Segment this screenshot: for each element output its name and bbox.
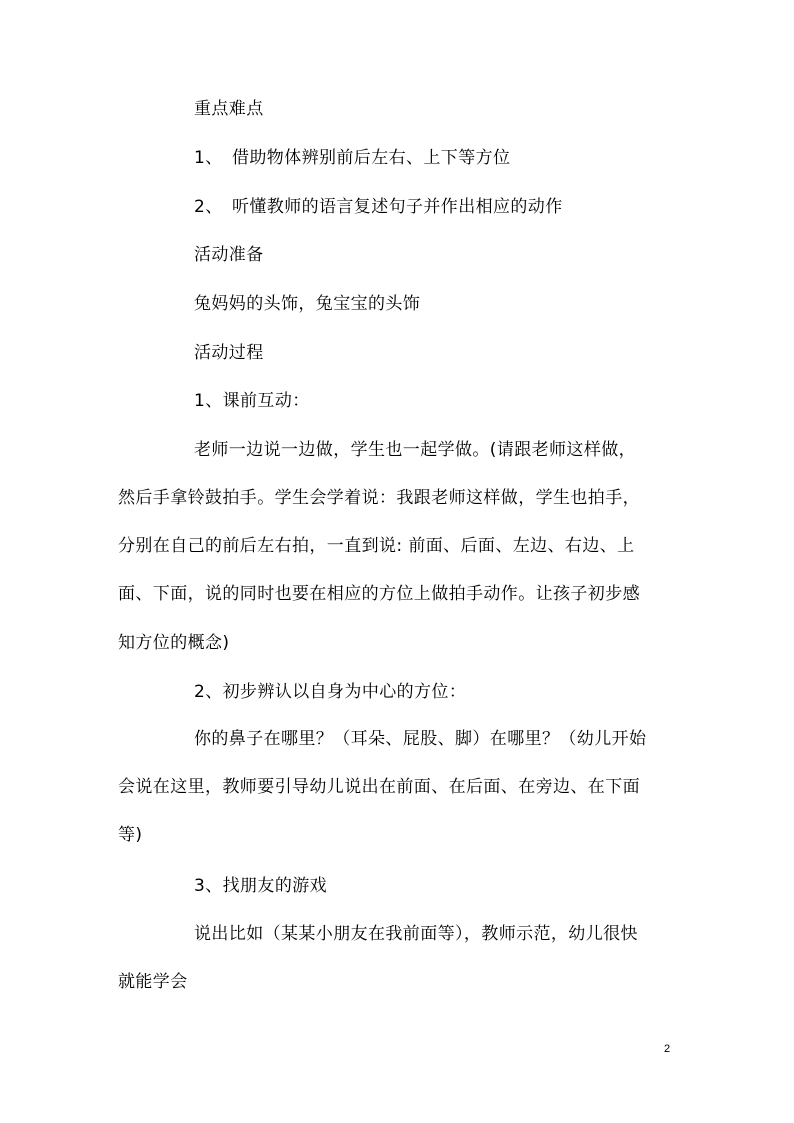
- heading-process: 活动过程: [194, 343, 264, 363]
- preparation-text: 兔妈妈的头饰，兔宝宝的头饰: [194, 294, 421, 314]
- paragraph-line: 你的鼻子在哪里？（耳朵、屁股、脚）在哪里？（幼儿开始: [194, 729, 647, 749]
- page-number: 2: [664, 1043, 671, 1055]
- paragraph-line: 然后手拿铃鼓拍手。学生会学着说：我跟老师这样做，学生也拍手，: [118, 488, 640, 508]
- paragraph-line: 会说在这里，教师要引导幼儿说出在前面、在后面、在旁边、在下面: [118, 777, 640, 797]
- paragraph-line: 就能学会: [118, 972, 188, 992]
- heading-preparation: 活动准备: [194, 245, 264, 265]
- key-point-number: 1、: [194, 148, 223, 168]
- paragraph-line: 分别在自己的前后左右拍，一直到说: 前面、后面、左边、右边、上: [118, 536, 635, 556]
- paragraph-line: 等): [118, 825, 143, 845]
- paragraph-line: 老师一边说一边做，学生也一起学做。(请跟老师这样做，: [194, 440, 637, 460]
- key-point-item: [194, 195, 563, 219]
- heading-key-points: 重点难点: [194, 99, 264, 119]
- paragraph-line: 面、下面，说的同时也要在相应的方位上做拍手动作。让孩子初步感: [118, 584, 640, 604]
- key-point-number: 2、: [194, 197, 223, 217]
- step1-title: 1、课前互动：: [194, 391, 310, 411]
- key-point-item: [194, 146, 510, 170]
- key-point-text: 借助物体辨别前后左右、上下等方位: [232, 148, 511, 168]
- step3-title: 3、找朋友的游戏: [194, 876, 328, 896]
- key-point-text: 听懂教师的语言复述句子并作出相应的动作: [232, 197, 563, 217]
- step2-title: 2、初步辨认以自身为中心的方位：: [194, 682, 467, 702]
- paragraph-line: 知方位的概念): [118, 633, 230, 653]
- paragraph-line: 说出比如（某某小朋友在我前面等），教师示范，幼儿很快: [194, 924, 638, 944]
